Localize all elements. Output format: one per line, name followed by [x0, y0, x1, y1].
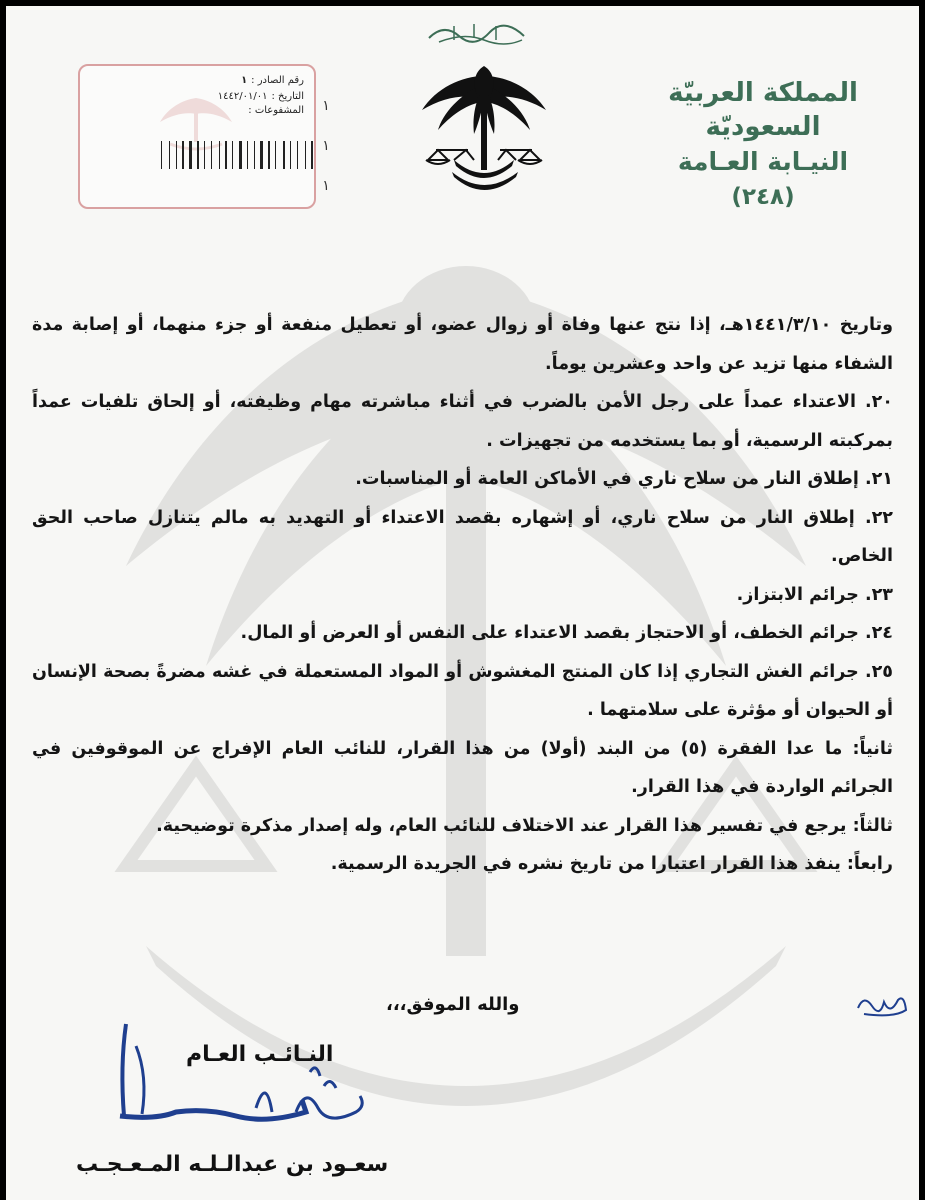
clause-third-lead: ثالثاً:	[852, 815, 893, 836]
barcode-bar	[268, 141, 270, 169]
barcode-bar	[164, 141, 167, 169]
country-name: المملكة العربيّة السعوديّة	[668, 78, 858, 142]
barcode-bar	[176, 141, 177, 169]
barcode-bar	[169, 141, 170, 169]
barcode-bar	[293, 141, 295, 169]
authority-header	[633, 76, 893, 214]
barcode-bar	[283, 141, 285, 169]
barcode-bar	[207, 141, 209, 169]
barcode-bar	[214, 141, 217, 169]
barcode-bar	[244, 141, 245, 169]
continuation-paragraph: وتاريخ ١٤٤١/٣/١٠هـ، إذا نتج عنها وفاة أو زوال عضو، أو تعطيل منفعة أو جزء منهما، أو إصابة مدة الشفاء منها تزيد عن واحد وعشرين يوماً.	[32, 315, 894, 374]
item-23: ٢٣. جرائم الابتزاز.	[736, 584, 893, 605]
barcode-bar	[254, 141, 255, 169]
barcode-bar	[201, 141, 202, 169]
barcode-bar	[189, 141, 192, 169]
barcode-bar	[197, 141, 199, 169]
barcode-bar	[235, 141, 237, 169]
barcode-bar	[211, 141, 212, 169]
barcode-bar	[219, 141, 220, 169]
mark-1: ١	[322, 98, 330, 114]
handwritten-signature	[96, 1016, 396, 1156]
issue-number-value: ١	[241, 75, 248, 86]
signatory-name: سعـود بن عبدالـلـه المـعـجـب	[76, 1152, 389, 1177]
barcode-bar	[305, 141, 306, 169]
barcode-bar	[300, 141, 303, 169]
issue-number-row	[241, 74, 304, 88]
barcode-bar	[222, 141, 223, 169]
barcode-bar	[260, 141, 263, 169]
barcode-bar	[247, 141, 248, 169]
barcode-bar	[287, 141, 288, 169]
barcode-bar	[158, 141, 159, 169]
barcode-bar	[161, 141, 162, 169]
authority-code: (٢٤٨)	[731, 184, 795, 210]
authority-name: النيـابة العـامة	[677, 147, 849, 176]
barcode-bar	[239, 141, 242, 169]
issue-number-label: رقم الصادر :	[251, 75, 304, 86]
barcode-bar	[250, 141, 252, 169]
barcode-bar	[308, 141, 309, 169]
barcode-bar	[186, 141, 187, 169]
barcode-bar	[229, 141, 230, 169]
attachments-row	[248, 104, 304, 118]
clause-third-text: يرجع في تفسير هذا القرار عند الاختلاف للنائب العام، وله إصدار مذكرة توضيحية.	[156, 815, 853, 836]
barcode-bar	[311, 141, 313, 169]
barcode-bar	[272, 141, 273, 169]
decision-body	[32, 306, 893, 884]
barcode-bar	[204, 141, 205, 169]
barcode-bar	[265, 141, 266, 169]
issue-stamp	[78, 64, 316, 209]
clause-fourth-text: ينفذ هذا القرار اعتبارا من تاريخ نشره في الجريدة الرسمية.	[330, 854, 847, 874]
document-page	[6, 6, 919, 1200]
barcode-bar	[225, 141, 227, 169]
issue-date-value: ١٤٤٢/٠١/٠١	[217, 91, 268, 102]
reviewer-initial-scribble	[854, 988, 910, 1022]
basmala-calligraphy	[424, 18, 534, 48]
clause-third	[32, 807, 893, 846]
barcode-bar	[275, 141, 276, 169]
attachments-marks	[320, 86, 332, 206]
clause-second-lead: ثانياً:	[852, 738, 893, 759]
item-22: ٢٢. إطلاق النار من سلاح ناري، أو إشهاره بقصد الاعتداء أو التهديد به مالم يتنازل صاحب الحق الخاص.	[32, 507, 893, 566]
issue-date-label: التاريخ :	[271, 91, 304, 102]
item-24: ٢٤. جرائم الخطف، أو الاحتجاز بقصد الاعتداء على النفس أو العرض أو المال.	[240, 623, 893, 643]
mark-3: ١	[322, 178, 330, 194]
barcode-bar	[290, 141, 291, 169]
item-20: ٢٠. الاعتداء عمداً على رجل الأمن بالضرب في أثناء مباشرته مهام وظيفته، أو إلحاق تلفيات عمداً بمركبته الرسمية، أو بما يستخدمه من تجهيزات .	[32, 392, 893, 451]
closing-line: والله الموفق،،،	[386, 994, 520, 1015]
palm-scales-emblem-icon	[414, 58, 554, 200]
item-25: ٢٥. جرائم الغش التجاري إذا كان المنتج المغشوش أو المواد المستعملة في غشه مضرةً بصحة الإنسان أو الحيوان أو مؤثرة على سلامتهما .	[32, 661, 893, 720]
clause-fourth	[32, 845, 893, 884]
barcode-bar	[179, 141, 180, 169]
barcode-bar	[172, 141, 174, 169]
clause-second	[32, 730, 893, 807]
attachments-label: المشفوعات :	[248, 105, 304, 116]
mark-2: ١	[322, 138, 330, 154]
barcode-bar	[297, 141, 298, 169]
clause-fourth-lead: رابعاً:	[846, 854, 893, 874]
barcode-bar	[232, 141, 233, 169]
barcode-bar	[194, 141, 195, 169]
clause-second-text: ما عدا الفقرة (٥) من البند (أولا) من هذا القرار، للنائب العام الإفراج عن الموقوفين في الجرائم الواردة في هذا القرار.	[32, 738, 893, 797]
barcode-bar	[257, 141, 258, 169]
item-21: ٢١. إطلاق النار من سلاح ناري في الأماكن العامة أو المناسبات.	[355, 469, 893, 489]
barcode	[148, 141, 313, 169]
barcode-bar	[278, 141, 281, 169]
barcode-bar	[182, 141, 184, 169]
signatory-title: النـائـب العـام	[186, 1042, 334, 1067]
